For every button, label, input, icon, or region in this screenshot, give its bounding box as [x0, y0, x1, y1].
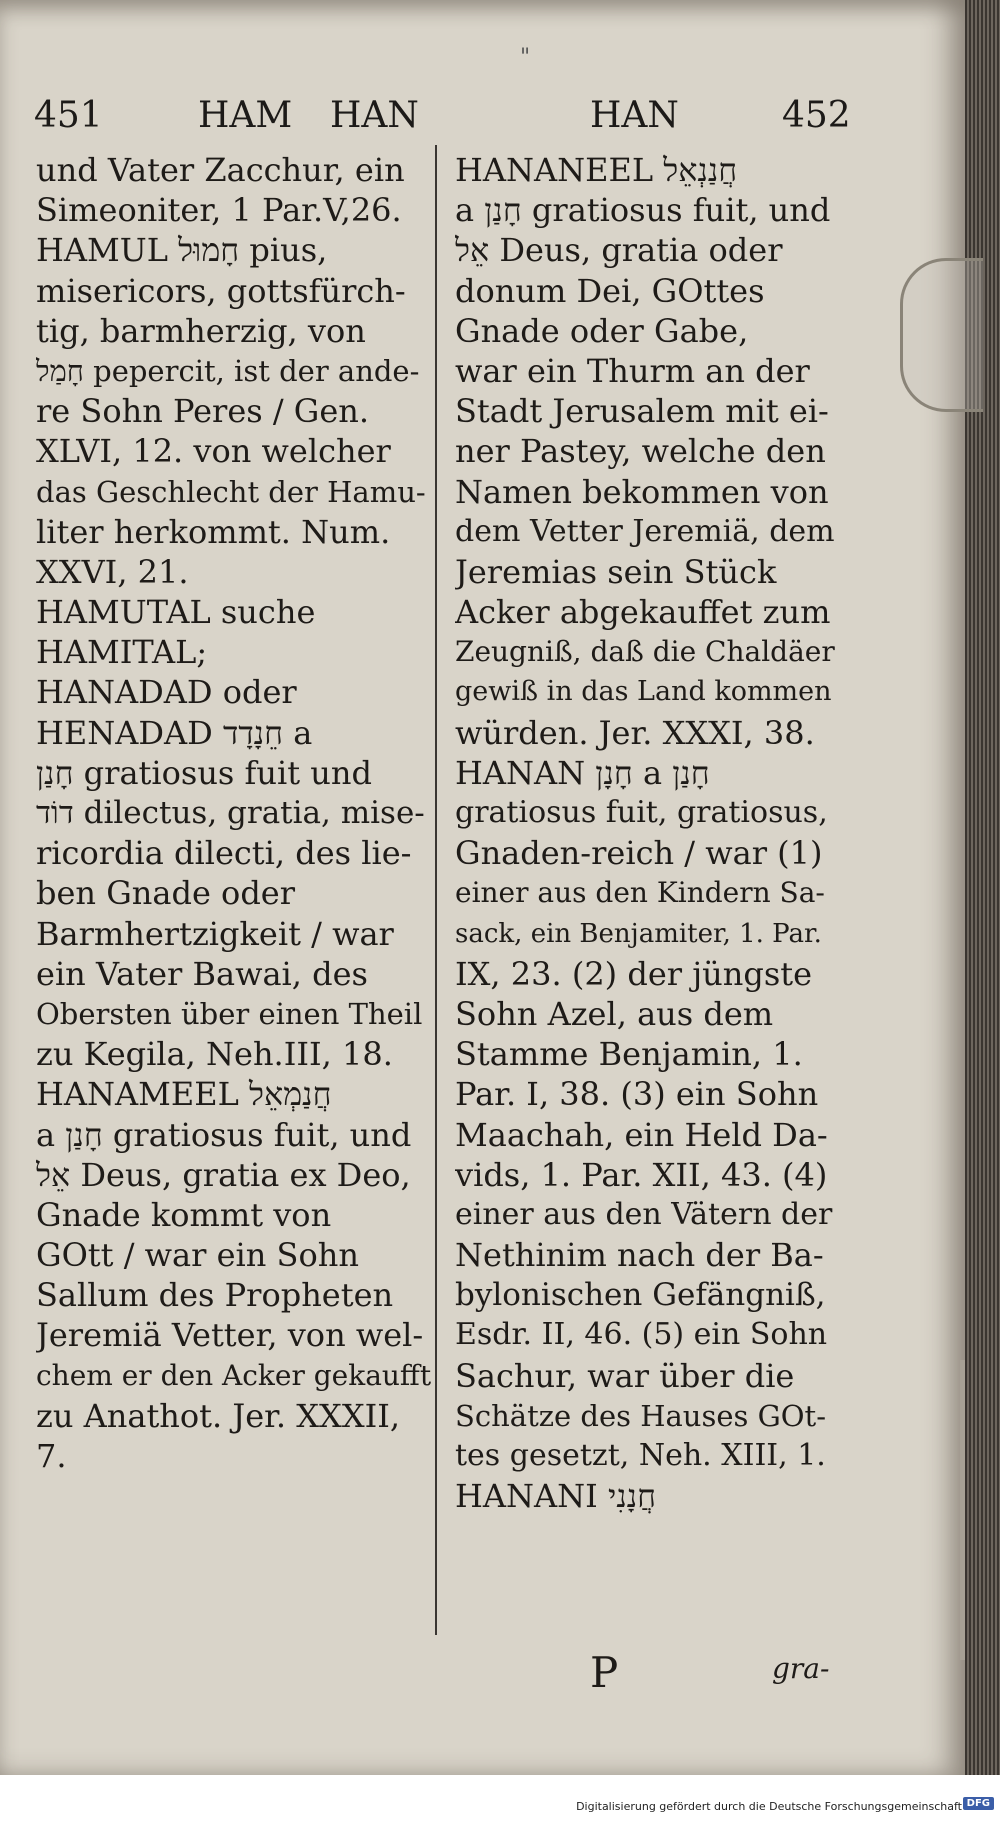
left-column-line: zu Anathot. Jer. XXXII, [36, 1396, 401, 1435]
left-column-line: XXVI, 21. [36, 552, 189, 591]
signature-mark: P [590, 1648, 619, 1697]
right-column-line: tes gesetzt, Neh. XIII, 1. [455, 1438, 826, 1473]
left-column-line: ein Vater Bawai, des [36, 954, 368, 993]
right-column-line: war ein Thurm an der [455, 351, 810, 390]
left-column-line: חָנַן gratiosus fuit und [36, 753, 372, 792]
left-column-line: liter herkommt. Num. [36, 512, 391, 551]
left-column-line: XLVI, 12. von welcher [36, 432, 391, 471]
running-header [30, 95, 850, 140]
right-column-line: Sachur, war über die [455, 1356, 795, 1395]
right-column-line: Zeugniß, daß die Chaldäer [455, 635, 835, 669]
page-edge-shadow [960, 1360, 965, 1660]
right-column-line: Stadt Jerusalem mit ei- [455, 392, 829, 431]
left-column-line: GOtt / war ein Sohn [36, 1236, 359, 1275]
right-column-line: einer aus den Kindern Sa- [455, 876, 825, 910]
left-column-line: Obersten über einen Theil [36, 996, 423, 1031]
left-column-line: a חָנַן gratiosus fuit, und [36, 1115, 412, 1154]
right-column-line: HANAN חָנָן a חָנַן [455, 753, 710, 792]
right-column-line: donum Dei, GOttes [455, 271, 765, 310]
right-column-line: HANANI חֲנָנִי [455, 1477, 657, 1516]
left-column-line: HAMUL חָמוּל pius, [36, 231, 328, 270]
left-column-line: re Sohn Peres / Gen. [36, 392, 370, 431]
right-column-line: dem Vetter Jeremiä, dem [455, 513, 835, 549]
right-column-line: Par. I, 38. (3) ein Sohn [455, 1075, 819, 1114]
right-column-line: Maachah, ein Held Da- [455, 1115, 828, 1154]
right-page-number: 452 [782, 95, 851, 136]
left-column-line: tig, barmherzig, von [36, 311, 366, 350]
right-column-line: bylonischen Gefängniß, [455, 1277, 826, 1314]
right-column-line: Jeremias sein Stück [455, 552, 777, 591]
right-column-line: gratiosus fuit, gratiosus, [455, 795, 828, 830]
left-column-line: Jeremiä Vetter, von wel- [36, 1316, 424, 1355]
left-column-line: Gnade kommt von [36, 1195, 332, 1234]
right-column-line: Nethinim nach der Ba- [455, 1236, 824, 1275]
left-column-line: chem er den Acker gekaufft [36, 1358, 431, 1392]
left-column-line: Barmhertzigkeit / war [36, 914, 394, 953]
left-column-line: HAMUTAL suche [36, 593, 316, 632]
right-column-line: würden. Jer. XXXI, 38. [455, 713, 815, 752]
left-column-line: Simeoniter, 1 Par.V,26. [36, 191, 402, 230]
left-column-line: ricordia dilecti, des lie- [36, 834, 412, 873]
left-running-head-ham: HAM [198, 95, 293, 136]
page-clip [900, 258, 983, 412]
left-column-line: Sallum des Propheten [36, 1276, 394, 1315]
left-column-line: HANAMEEL חֲנַמְאֵל [36, 1075, 332, 1114]
top-mark: " [520, 45, 531, 70]
right-column-line: Namen bekommen von [455, 472, 829, 511]
right-column-line: ner Pastey, welche den [455, 432, 826, 471]
right-column-line: a חָנַן gratiosus fuit, und [455, 191, 831, 230]
left-column-line: und Vater Zacchur, ein [36, 151, 405, 189]
scan-footer-strip [0, 1775, 1000, 1822]
left-column-line: das Geschlecht der Hamu- [36, 474, 426, 509]
right-column-line: Gnade oder Gabe, [455, 311, 749, 350]
dfg-logo: DFG [963, 1797, 994, 1810]
left-running-head-han: HAN [330, 95, 419, 136]
right-text-column [455, 150, 835, 1516]
column-divider [435, 145, 437, 1635]
right-column-line: Stamme Benjamin, 1. [455, 1035, 803, 1074]
right-column-line: Gnaden-reich / war (1) [455, 834, 823, 873]
right-column-line: IX, 23. (2) der jüngste [455, 954, 813, 993]
right-column-line: gewiß in das Land kommen [455, 676, 832, 708]
right-column-line: vids, 1. Par. XII, 43. (4) [455, 1155, 828, 1194]
right-column-line: Esdr. II, 46. (5) ein Sohn [455, 1317, 828, 1353]
left-column-line: דוֹד dilectus, gratia, mise- [36, 795, 425, 831]
left-text-column [36, 150, 431, 1476]
right-running-head-han: HAN [590, 95, 679, 136]
right-column-line: sack, ein Benjamiter, 1. Par. [455, 918, 822, 949]
left-page-number: 451 [34, 95, 103, 136]
left-column-line: HANADAD oder [36, 673, 297, 712]
left-column-line: misericors, gottsfürch- [36, 271, 406, 310]
left-column-line: HENADAD חֵנָדָד a [36, 713, 313, 752]
left-column-line: חָמַל pepercit, ist der ande- [36, 353, 420, 388]
catchword: gra- [772, 1652, 830, 1685]
right-column-line: HANANEEL חֲנַנְאֵל [455, 151, 738, 189]
right-column-line: Schätze des Hauses GOt- [455, 1398, 827, 1433]
right-column-line: אֵל Deus, gratia oder [455, 231, 783, 270]
right-column-line: Sohn Azel, aus dem [455, 994, 774, 1033]
left-column-line: zu Kegila, Neh.III, 18. [36, 1035, 393, 1074]
left-column-line: 7. [36, 1437, 67, 1475]
left-column-line: אֵל Deus, gratia ex Deo, [36, 1155, 411, 1194]
right-column-line: einer aus den Vätern der [455, 1196, 833, 1232]
left-column-line: ben Gnade oder [36, 874, 296, 913]
digitization-note: Digitalisierung gefördert durch die Deutsche Forschungsgemeinschaft [576, 1800, 962, 1813]
left-column-line: HAMITAL; [36, 633, 208, 672]
right-column-line: Acker abgekauffet zum [455, 593, 831, 632]
